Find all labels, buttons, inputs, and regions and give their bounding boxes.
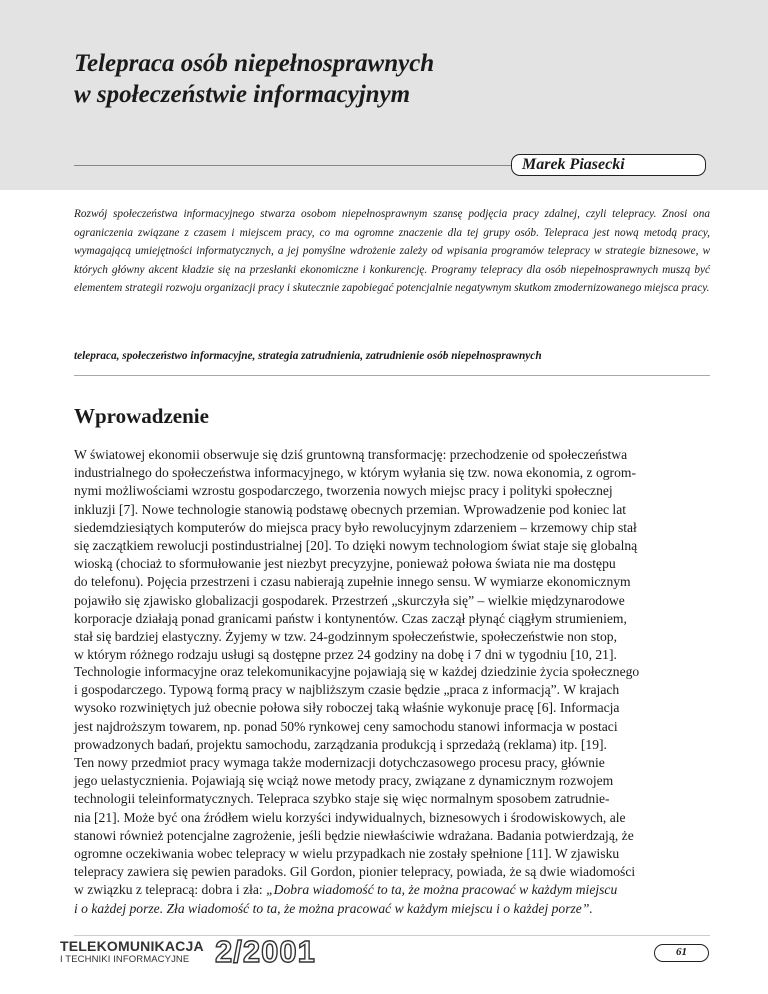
paragraph-2: [74, 663, 714, 918]
abstract: Rozwój społeczeństwa informacyjnego stwarza osobom niepełnosprawnym szansę podjęcia pracy zdalnej, czyli telepracy. Znosi ona ograniczenia związane z czasem i miejscem pracy, co ma ogromne znaczenie dla tej grupy osób. Telepraca jest nową metodą pracy, wymagającą umiejętności informatycznych, a jej pomyślne wdrożenie zależy od wpisania programów telepracy w strategie biznesowe, w których główny akcent kładzie się na przesłanki ekonomiczne i konkurencję. Programy telepracy dla osób niepełnosprawnych muszą być elementem strategii rozwoju organizacji pracy i skutecznie zapobiegać potencjalnie negatywnym skutkom zmodernizowanego miejsca pracy.: [74, 208, 710, 294]
text-line: prowadzonych badań, projektu samochodu, zarządzania produkcją i sprzedażą (reklama) itp. [19].: [74, 736, 607, 752]
author-name: Marek Piasecki: [511, 154, 706, 176]
title-line-2: w społeczeństwie informacyjnym: [74, 81, 411, 108]
text-line: W światowej ekonomii obserwuje się dziś gruntowną transformację: przechodzenie od społeczeństwa: [74, 447, 628, 462]
text-line: wioską (chociaż to sformułowanie jest niezbyt precyzyjne, ponieważ połowa świata nie ma dostępu: [74, 556, 616, 572]
text-line: Technologie informacyjne oraz telekomunikacyjne pojawiają się w każdej dziedzinie życia społecznego: [74, 664, 640, 679]
journal-name-line-1: TELEKOMUNIKACJA: [60, 938, 204, 954]
text-line: korporacje działają ponad granicami państw i kontynentów. Czas zaczął płynąć ciągłym strumieniem,: [74, 610, 627, 626]
text-line: nymi możliwościami wzrostu gospodarczego, tworzenia nowych miejsc pracy i polityki społecznej: [74, 483, 613, 499]
page-number: 61: [654, 944, 709, 962]
text-line: jest najdroższym towarem, np. ponad 50% rynkowej ceny samochodu stanowi informacja w postaci: [74, 718, 618, 734]
keywords: telepraca, społeczeństwo informacyjne, strategia zatrudnienia, zatrudnienie osób niepełnosprawnych: [74, 350, 542, 362]
text-line: industrialnego do społeczeństwa informacyjnego, w którym wyłania się tzw. nowa ekonomia, z ogrom-: [74, 465, 636, 481]
journal-name: [60, 939, 204, 965]
text-line: się zaczątkiem rewolucji postindustrialnej [20]. To dzięki nowym technologiom świat staje się globalną: [74, 538, 638, 554]
author-rule: [74, 165, 511, 166]
abstract-divider: [74, 375, 710, 376]
section-heading: Wprowadzenie: [74, 404, 209, 428]
text-line: i gospodarczego. Typową formą pracy w najbliższym czasie będzie „praca z informacją”. W krajach: [74, 682, 620, 698]
text-line: nia [21]. Może być ona źródłem wielu korzyści indywidualnych, biznesowych i środowiskowych, ale: [74, 809, 626, 825]
issue-number: 2/2001: [215, 934, 316, 969]
text-line: stał się bardziej elastyczny. Żyjemy w tzw. 24-godzinnym społeczeństwie, społeczeństwie non stop,: [74, 629, 617, 645]
journal-name-line-2: I TECHNIKI INFORMACYJNE: [60, 954, 190, 965]
title-line-1: Telepraca osób niepełnosprawnych: [74, 50, 435, 77]
text-line: Ten nowy przedmiot pracy wymaga także modernizacji dotychczasowego procesu pracy, głównie: [74, 755, 605, 771]
text-line: technologii teleinformatycznych. Telepraca szybko staje się więc normalnym sposobem zatrudnie-: [74, 791, 610, 807]
text-line: siedemdziesiątych komputerów do miejsca pracy było rewolucyjnym zdarzeniem – krzemowy chip stał: [74, 519, 637, 535]
text-line: w którym różnego rodzaju usługi są dostępne przez 24 godziny na dobę i 7 dni w tygodniu [10, 21].: [74, 647, 617, 663]
text-line: pojawiło się zjawisko globalizacji gospodarek. Przestrzeń „skurczyła się” – wielkie międzynarodowe: [74, 592, 625, 608]
text-plain: w związku z telepracą: dobra i zła:: [74, 882, 267, 898]
text-line: jego uelastycznienia. Pojawiają się wciąż nowe metody pracy, związane z dynamicznym rozwojem: [74, 773, 614, 789]
text-line: wysoko rozwiniętych już obecnie połowa siły roboczej taką właśnie wykonuje pracę [6]. Informacja: [74, 700, 620, 716]
quote-end: i o każdej porze. Zła wiadomość to ta, że można pracować w każdym miejscu i o każdej porze”.: [74, 900, 593, 916]
text-line: [74, 881, 714, 899]
paragraph-1: [74, 446, 714, 664]
text-line: stanowi również potencjalne zagrożenie, jeśli będzie niewłaściwie wdrażana. Badania potwierdzają, że: [74, 827, 634, 843]
text-line: inkluzji [7]. Nowe technologie stanowią podstawę obecnych przemian. Wprowadzenie pod koniec lat: [74, 501, 627, 517]
article-title: [74, 48, 674, 110]
text-line: do telefonu). Pojęcia przestrzeni i czasu nabierają zupełnie innego sensu. W wymiarze ekonomicznym: [74, 574, 631, 590]
text-line: ogromne oczekiwania wobec telepracy w wielu przypadkach nie zostały spełnione [11]. W zjawisku: [74, 846, 620, 862]
footer-rule: [74, 935, 710, 936]
text-line: telepracy zawiera się pewien paradoks. Gil Gordon, pionier telepracy, powiada, że są dwie wiadomości: [74, 864, 636, 880]
quote-start: „Dobra wiadomość to ta, że można pracować w każdym miejscu: [266, 882, 618, 898]
